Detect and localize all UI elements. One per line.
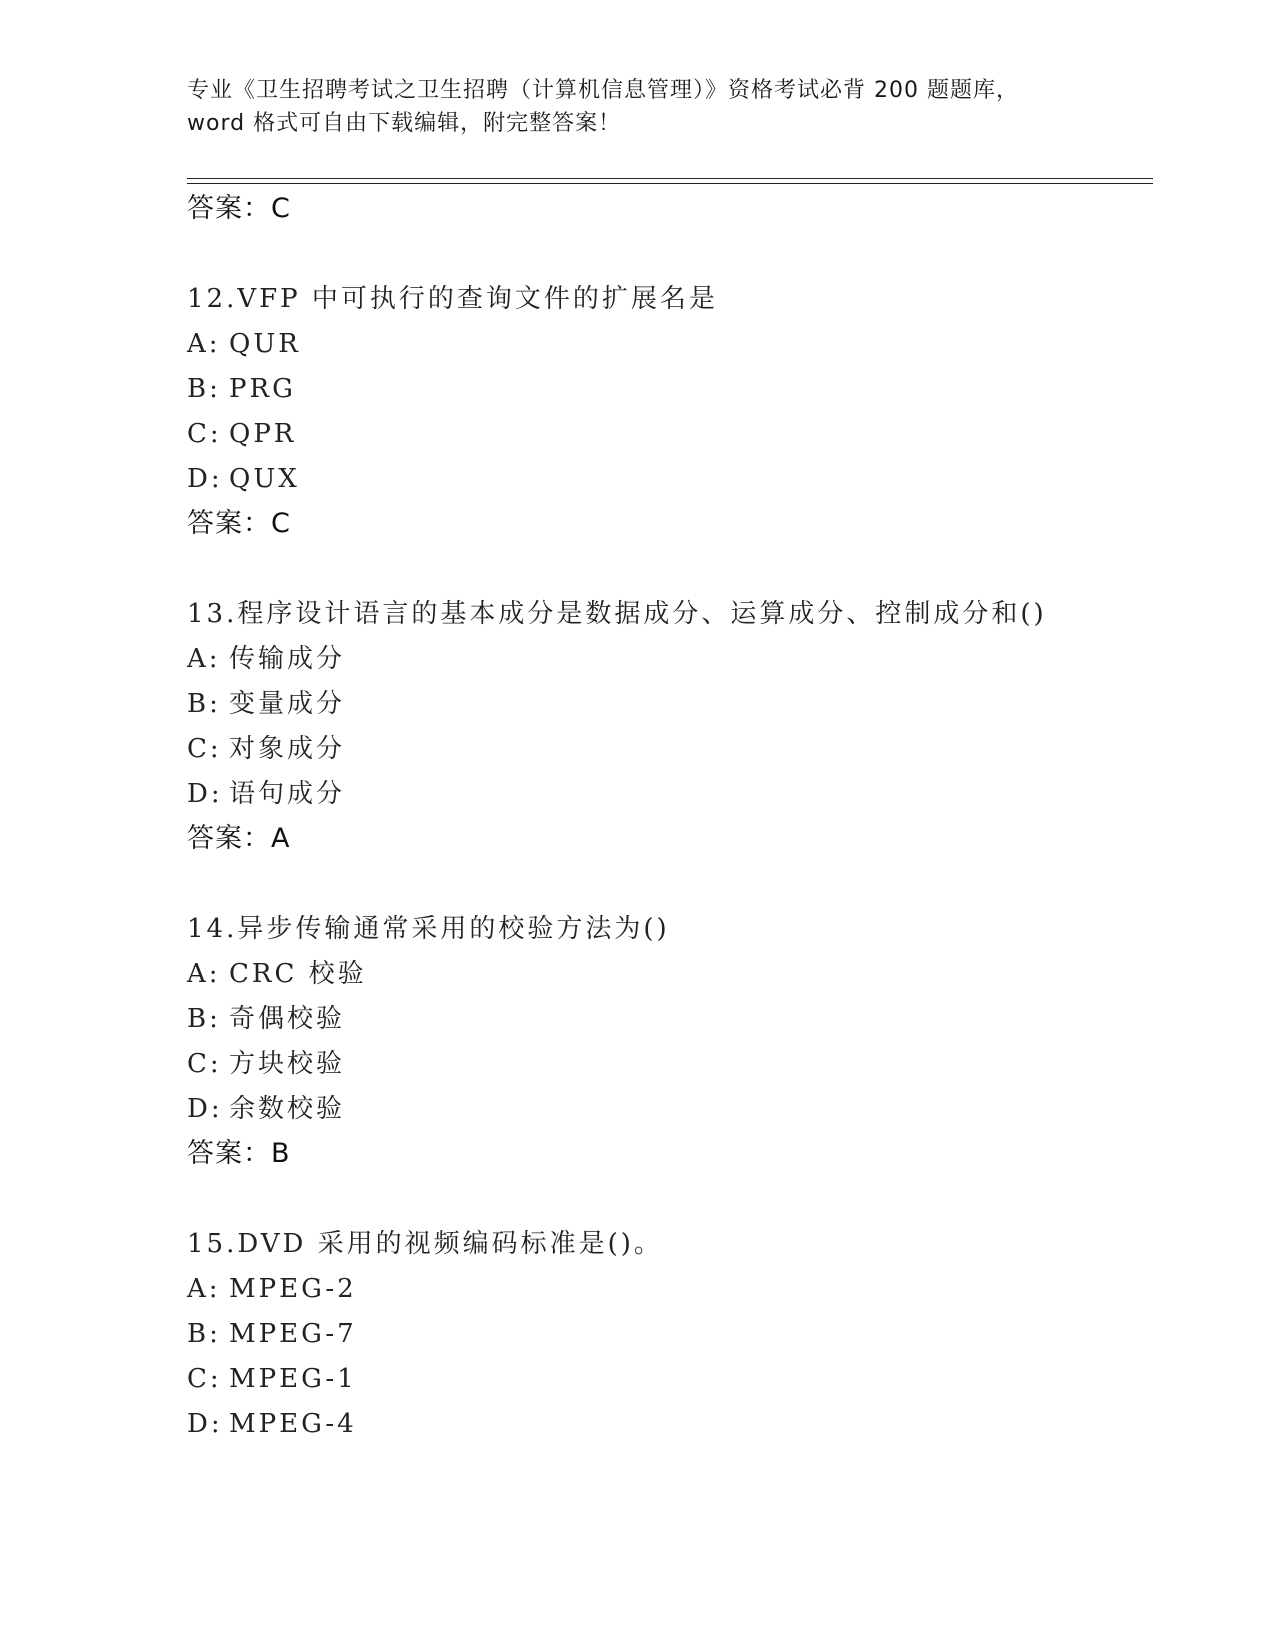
question-13-option-b: [187, 688, 345, 720]
question-13-title: 13.程序设计语言的基本成分是数据成分、运算成分、控制成分和(): [187, 599, 1047, 629]
question-13-option-d: [187, 778, 345, 810]
question-15-title: 15.DVD 采用的视频编码标准是()。: [187, 1229, 663, 1259]
option-label: C:: [187, 734, 222, 764]
question-12-option-b: [187, 373, 296, 405]
option-text: 余数校验: [229, 1094, 346, 1124]
option-label: A:: [187, 1274, 221, 1304]
question-13-option-c: [187, 733, 345, 765]
option-text: MPEG-4: [229, 1409, 357, 1439]
question-14-option-a: [187, 958, 367, 990]
header-divider-bottom: [187, 183, 1153, 184]
question-12-option-d: [187, 463, 300, 495]
header-line-2: word 格式可自由下载编辑，附完整答案！: [187, 111, 622, 136]
option-label: D:: [187, 779, 223, 809]
question-14-option-c: [187, 1048, 345, 1080]
option-label: B:: [187, 689, 221, 719]
header-line-1: 专业《卫生招聘考试之卫生招聘（计算机信息管理）》资格考试必背 200 题题库，: [187, 78, 1019, 103]
answer-prev: 答案：C: [187, 193, 291, 224]
option-text: 传输成分: [229, 644, 346, 674]
option-label: D:: [187, 464, 223, 494]
option-label: D:: [187, 1409, 223, 1439]
option-label: C:: [187, 1364, 222, 1394]
option-text: MPEG-7: [229, 1319, 357, 1349]
document-header: [187, 74, 1087, 140]
option-text: QUX: [229, 464, 300, 494]
header-divider-top: [187, 178, 1153, 179]
option-label: B:: [187, 1004, 221, 1034]
question-13-option-a: [187, 643, 345, 675]
option-label: A:: [187, 329, 221, 359]
option-label: A:: [187, 644, 221, 674]
option-text: CRC 校验: [229, 959, 367, 989]
question-12-answer: 答案：C: [187, 508, 291, 539]
option-text: PRG: [229, 374, 296, 404]
option-label: B:: [187, 1319, 221, 1349]
option-text: 方块校验: [229, 1049, 346, 1079]
option-text: 语句成分: [229, 779, 346, 809]
option-text: QPR: [229, 419, 297, 449]
option-text: 对象成分: [229, 734, 346, 764]
option-label: C:: [187, 1049, 222, 1079]
option-text: 变量成分: [229, 689, 346, 719]
option-label: D:: [187, 1094, 223, 1124]
option-text: 奇偶校验: [229, 1004, 346, 1034]
option-label: A:: [187, 959, 221, 989]
question-12-option-c: [187, 418, 296, 450]
question-15-option-b: [187, 1318, 357, 1350]
question-13-answer: 答案：A: [187, 823, 291, 854]
question-14-option-d: [187, 1093, 345, 1125]
question-15-option-a: [187, 1273, 357, 1305]
option-label: C:: [187, 419, 222, 449]
question-12-title: 12.VFP 中可执行的查询文件的扩展名是: [187, 284, 718, 314]
option-text: MPEG-1: [229, 1364, 357, 1394]
question-14-option-b: [187, 1003, 345, 1035]
question-15-option-c: [187, 1363, 357, 1395]
question-12-option-a: [187, 328, 301, 360]
question-14-answer: 答案：B: [187, 1138, 291, 1169]
question-14-title: 14.异步传输通常采用的校验方法为(): [187, 914, 670, 944]
option-label: B:: [187, 374, 221, 404]
option-text: MPEG-2: [229, 1274, 357, 1304]
question-15-option-d: [187, 1408, 357, 1440]
option-text: QUR: [229, 329, 301, 359]
